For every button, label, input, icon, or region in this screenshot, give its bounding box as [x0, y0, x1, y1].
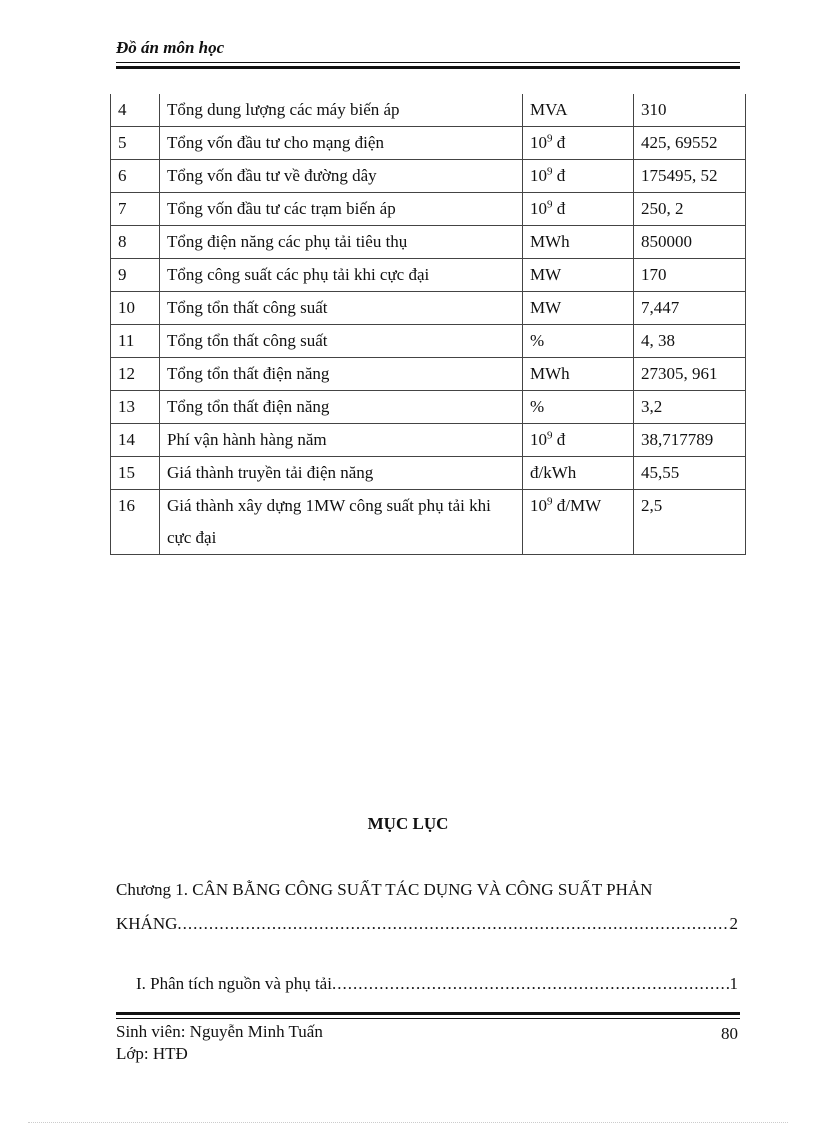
row-item: Tổng tổn thất điện năng: [160, 358, 523, 391]
toc-chapter-line1: Chương 1. CÂN BẰNG CÔNG SUẤT TÁC DỤNG VÀ CÔNG SUẤT PHẢN: [116, 880, 653, 899]
row-number: 14: [111, 424, 160, 457]
table-row: [111, 292, 746, 325]
footer-student: Sinh viên: Nguyễn Minh Tuấn: [116, 1022, 323, 1041]
unit-base: MWh: [530, 364, 570, 383]
row-item: Tổng tổn thất công suất: [160, 325, 523, 358]
unit-exponent: 9: [547, 495, 553, 508]
unit-base: MWh: [530, 232, 570, 251]
row-item: Giá thành xây dựng 1MW công suất phụ tải khi cực đại: [160, 490, 523, 555]
unit-tail: đ: [552, 133, 566, 152]
unit-base: 10: [530, 496, 547, 515]
row-value: 27305, 961: [634, 358, 746, 391]
row-unit: [523, 160, 634, 193]
table-row: [111, 226, 746, 259]
row-number: 16: [111, 490, 160, 555]
row-value: 7,447: [634, 292, 746, 325]
row-value: 170: [634, 259, 746, 292]
row-value: 250, 2: [634, 193, 746, 226]
footer-rule-thick: [116, 1012, 740, 1015]
row-item: Tổng dung lượng các máy biến áp: [160, 94, 523, 127]
unit-base: MW: [530, 265, 562, 284]
table-row: [111, 358, 746, 391]
row-unit: [523, 292, 634, 325]
unit-base: 10: [530, 133, 547, 152]
row-unit: [523, 193, 634, 226]
row-value: 45,55: [634, 457, 746, 490]
row-value: 310: [634, 94, 746, 127]
row-value: 425, 69552: [634, 127, 746, 160]
row-number: 13: [111, 391, 160, 424]
unit-tail: đ: [552, 199, 566, 218]
row-item: Tổng vốn đầu tư về đường dây: [160, 160, 523, 193]
row-unit: [523, 127, 634, 160]
table-row: [111, 457, 746, 490]
row-item: Tổng công suất các phụ tải khi cực đại: [160, 259, 523, 292]
row-number: 8: [111, 226, 160, 259]
toc-chapter-page: 2: [729, 914, 738, 933]
row-value: 850000: [634, 226, 746, 259]
unit-exponent: 9: [547, 165, 553, 178]
row-item: Tổng vốn đầu tư cho mạng điện: [160, 127, 523, 160]
toc-chapter-label: KHÁNG: [116, 914, 178, 933]
unit-tail: đ: [552, 166, 566, 185]
unit-exponent: 9: [547, 429, 553, 442]
table-row: [111, 127, 746, 160]
row-unit: [523, 490, 634, 555]
row-number: 12: [111, 358, 160, 391]
unit-base: MW: [530, 298, 562, 317]
row-number: 11: [111, 325, 160, 358]
unit-base: 10: [530, 166, 547, 185]
table-row: [111, 259, 746, 292]
unit-exponent: 9: [547, 198, 553, 211]
header-rule-thick: [116, 66, 740, 69]
row-value: 38,717789: [634, 424, 746, 457]
unit-base: MVA: [530, 100, 568, 119]
row-unit: [523, 94, 634, 127]
row-number: 10: [111, 292, 160, 325]
row-number: 7: [111, 193, 160, 226]
table-row: [111, 490, 746, 555]
row-unit: [523, 457, 634, 490]
row-unit: [523, 226, 634, 259]
table-row: [111, 325, 746, 358]
toc-entry-1-page: 1: [729, 974, 738, 993]
row-value: 4, 38: [634, 325, 746, 358]
toc-entry-1-label: I. Phân tích nguồn và phụ tải: [136, 974, 332, 993]
summary-table-body: [111, 94, 746, 555]
footer-rule-thin: [116, 1018, 740, 1019]
row-unit: [523, 424, 634, 457]
toc-leader-dots: [177, 914, 729, 934]
row-number: 5: [111, 127, 160, 160]
toc-entry-1: [136, 974, 738, 994]
row-value: 175495, 52: [634, 160, 746, 193]
header-rule-thin: [116, 62, 740, 63]
toc-chapter-line2: [116, 914, 738, 934]
unit-base: đ/kWh: [530, 463, 577, 482]
row-unit: [523, 358, 634, 391]
table-row: [111, 391, 746, 424]
row-number: 9: [111, 259, 160, 292]
row-item: Tổng điện năng các phụ tải tiêu thụ: [160, 226, 523, 259]
unit-tail: đ: [552, 430, 566, 449]
row-value: 2,5: [634, 490, 746, 555]
footer-class: Lớp: HTĐ: [116, 1044, 188, 1063]
unit-base: 10: [530, 199, 547, 218]
row-item: Tổng vốn đầu tư các trạm biến áp: [160, 193, 523, 226]
row-number: 15: [111, 457, 160, 490]
summary-table: [110, 94, 746, 555]
row-item: Giá thành truyền tải điện năng: [160, 457, 523, 490]
unit-base: %: [530, 331, 545, 350]
table-row: [111, 160, 746, 193]
row-unit: [523, 259, 634, 292]
row-number: 6: [111, 160, 160, 193]
row-number: 4: [111, 94, 160, 127]
page-number: 80: [721, 1024, 738, 1043]
toc-leader-dots: [332, 974, 730, 994]
table-row: [111, 193, 746, 226]
unit-tail: đ/MW: [552, 496, 602, 515]
row-unit: [523, 325, 634, 358]
row-item: Phí vận hành hàng năm: [160, 424, 523, 457]
toc-title: MỤC LỤC: [367, 814, 449, 833]
row-unit: [523, 391, 634, 424]
unit-exponent: 9: [547, 132, 553, 145]
row-item: Tổng tổn thất điện năng: [160, 391, 523, 424]
header-title: Đồ án môn học: [116, 38, 225, 57]
table-row: [111, 94, 746, 127]
row-value: 3,2: [634, 391, 746, 424]
row-item: Tổng tổn thất công suất: [160, 292, 523, 325]
unit-base: %: [530, 397, 545, 416]
table-row: [111, 424, 746, 457]
unit-base: 10: [530, 430, 547, 449]
